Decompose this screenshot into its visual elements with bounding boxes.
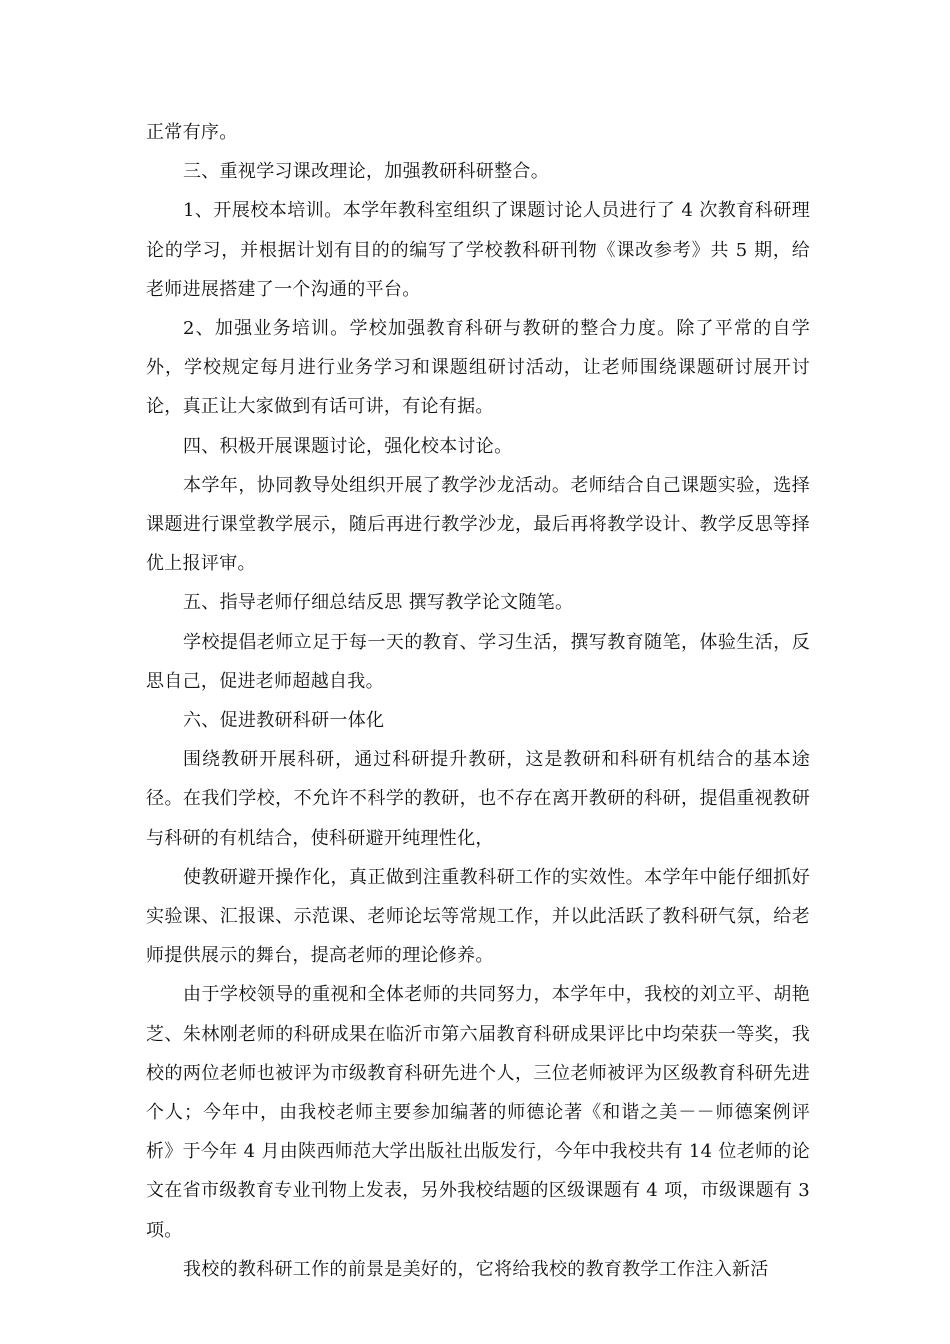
section-heading-5: 五、指导老师仔细总结反思 撰写教学论文随笔。 — [183, 592, 574, 614]
paragraph-11: 使教研避开操作化，真正做到注重教科研工作的实效性。本学年中能仔细抓好实验课、汇报课、示范课、老师论坛等常规工作，并以此活跃了教科研气氛，给老师提供展示的舞台，提高老师的理论修养。 — [146, 866, 810, 967]
paragraph-4: 2、加强业务培训。学校加强教育科研与教研的整合力度。除了平常的自学外，学校规定每月进行业务学习和课题组研讨活动，让老师围绕课题研讨展开讨论，真正让大家做到有话可讲，有论有据。 — [146, 318, 810, 418]
paragraph-3: 1、开展校本培训。本学年教科室组织了课题讨论人员进行了 4 次教育科研理论的学习，并根据计划有目的的编写了学校教科研刊物《课改参考》共 5 期，给老师进展搭建了一个沟通的平台。 — [146, 200, 810, 300]
section-heading-4: 四、积极开展课题讨论，强化校本讨论。 — [183, 435, 513, 457]
paragraph-6: 本学年，协同教导处组织开展了教学沙龙活动。老师结合自己课题实验，选择课题进行课堂教学展示，随后再进行教学沙龙，最后再将教学设计、教学反思等择优上报评审。 — [146, 474, 810, 575]
paragraph-10: 围绕教研开展科研，通过科研提升教研，这是教研和科研有机结合的基本途径。在我们学校，不允许不科学的教研，也不存在离开教研的科研，提倡重视教研与科研的有机结合，使科研避开纯理性化， — [146, 749, 810, 849]
section-heading-3: 三、重视学习课改理论，加强教研科研整合。 — [183, 161, 549, 183]
document-body — [146, 113, 810, 1289]
section-heading-6: 六、促进教研科研一体化 — [183, 710, 385, 732]
paragraph-12: 由于学校领导的重视和全体老师的共同努力，本学年中，我校的刘立平、胡艳芝、朱林刚老师的科研成果在临沂市第六届教育科研成果评比中均荣获一等奖，我校的两位老师也被评为市级教育科研先进个人，三位老师被评为区级教育科研先进个人；今年中，由我校老师主要参加编著的师德论著《和谐之美－－师德案例评析》于今年 4 月由陕西师范大学出版社出版发行，今年中我校共有 14 位老师的论文在省市级教育专业刊物上发表，另外我校结题的区级课题有 4 项，市级课题有 3 项。 — [146, 984, 810, 1241]
paragraph-1: 正常有序。 — [146, 122, 238, 143]
paragraph-13: 我校的教科研工作的前景是美好的，它将给我校的教育教学工作注入新活 — [183, 1258, 769, 1280]
paragraph-8: 学校提倡老师立足于每一天的教育、学习生活，撰写教育随笔，体验生活，反思自己，促进老师超越自我。 — [146, 631, 810, 692]
